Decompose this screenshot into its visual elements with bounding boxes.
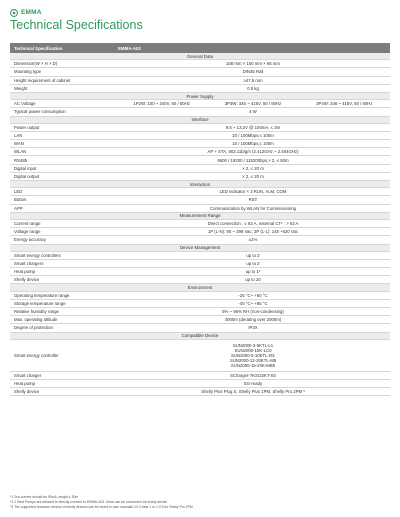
table-row <box>10 68 390 76</box>
section-title: Measurement Range <box>10 213 390 220</box>
spec-value: 3P3W: 346 ~ 415V, 50 / 60Hz <box>224 101 282 107</box>
spec-label: Height requirement of cabinet <box>14 77 71 83</box>
spec-label: Shelly device <box>14 277 40 283</box>
table-row <box>10 300 390 308</box>
spec-label: AC Voltage <box>14 101 36 107</box>
table-row <box>10 148 390 156</box>
spec-label: Smart charger <box>14 372 42 378</box>
spec-value: 1P2W: 100 ~ 240V, 50 / 60Hz <box>133 101 190 107</box>
table-row <box>10 108 390 116</box>
spec-value: 5% ~ 95% RH (non-condensing) <box>222 309 284 315</box>
table-row <box>10 124 390 132</box>
spec-label: Degree of protection <box>14 325 53 331</box>
spec-value: 9600 / 19200 / 115200bps,× 2, ≤ 50m <box>217 157 289 163</box>
spec-value: up to 3 <box>246 252 260 258</box>
document-header <box>10 8 390 33</box>
table-row <box>10 252 390 260</box>
spec-value: Direct connection : ≤ 63 A, external CT¹ : > 63 A <box>207 221 299 227</box>
spec-value: DIN35 Rail <box>242 69 264 75</box>
table-row <box>10 380 390 388</box>
spec-label: APP <box>14 205 23 211</box>
spec-label: Heat pump <box>14 269 36 275</box>
spec-label: Shelly device <box>14 389 40 395</box>
table-row <box>10 60 390 68</box>
spec-label: Digital input <box>14 165 37 171</box>
spec-label: Weight <box>14 85 28 91</box>
footnote: *3 The supported firmware version of shelly devices can be found in user manual0.10.2 beta 1 or 1.0.3 for Shelly Pro 2PM <box>10 505 193 509</box>
spec-label: Voltage range <box>14 229 41 235</box>
spec-label: Smart chargers <box>14 260 44 266</box>
spec-label: WLAN <box>14 149 27 155</box>
spec-value: up to 1² <box>245 269 261 275</box>
footnote: *1 2nd current should be 50mA, length ≤ 30m <box>10 495 79 499</box>
table-row <box>10 372 390 380</box>
table-row <box>10 260 390 268</box>
spec-label: Typical power consumption <box>14 109 66 115</box>
spec-value: -25 °C~ +60 °C <box>238 292 268 298</box>
spec-label: Relative humidity range <box>14 309 59 315</box>
spec-value: AP + STA, 802.11b/g/n (2.412GHz ~ 2.484GHz) <box>207 149 299 155</box>
spec-value: LED indicator × 3 RUN, ALM, COM <box>219 189 287 195</box>
page-title: Technical Specifications <box>10 18 143 32</box>
table-row <box>10 205 390 213</box>
table-row <box>10 276 390 284</box>
spec-value: IP2X <box>248 325 258 331</box>
spec-label: Power output <box>14 124 40 130</box>
table-row <box>10 140 390 148</box>
table-row <box>10 340 390 372</box>
footnotes <box>10 495 390 510</box>
table-row <box>10 100 390 108</box>
table-row <box>10 388 390 396</box>
spec-label: Dimension(W × H × D) <box>14 61 58 67</box>
spec-value: 4 W <box>249 109 257 115</box>
table-row <box>10 268 390 276</box>
section-title: Device Management <box>10 245 390 252</box>
spec-value: 9.5 ~ 13.2V @ 100mA, ≤ 3m <box>225 124 281 130</box>
table-row <box>10 188 390 196</box>
spec-values <box>116 101 390 106</box>
table-row <box>10 85 390 93</box>
spec-value: × 2, ≤ 20 m <box>242 165 264 171</box>
spec-label: RS485 <box>14 157 28 163</box>
table-row <box>10 324 390 332</box>
table-row <box>10 236 390 244</box>
section-title: Power Supply <box>10 93 390 100</box>
section-title: General Data <box>10 53 390 60</box>
table-row <box>10 196 390 204</box>
spec-label: Digital output <box>14 173 40 179</box>
footnote: *2 1 Heat Pumps are allowed to directly connect to EMMA-A02. More can be connected via shelly device <box>10 500 168 504</box>
table-header <box>10 43 390 53</box>
spec-value: ±1% <box>248 237 258 243</box>
header-model: EMMA-A02 <box>118 45 141 51</box>
spec-table <box>10 43 390 396</box>
spec-value: SG-ready <box>243 381 263 387</box>
table-row <box>10 165 390 173</box>
spec-value: × 2, ≤ 20 m <box>242 173 264 179</box>
table-row <box>10 316 390 324</box>
emma-logo-icon <box>10 9 18 17</box>
spec-value: ≥47.5 mm <box>243 77 263 83</box>
spec-label: Heat pump <box>14 381 36 387</box>
table-row <box>10 292 390 300</box>
brand-name: EMMA <box>21 9 42 16</box>
spec-value-line: SUN2000-3-5KTL-L1 <box>232 342 274 348</box>
spec-label: Storage temperature range <box>14 300 66 306</box>
spec-value: 1P (L-N): 85 ~ 299 Vac; 3P (L-L): 148 ~520 Vac <box>207 229 299 235</box>
spec-value: SCharger-7KS/22KT-S0 <box>230 372 276 378</box>
spec-label: Operating temperature range <box>14 292 70 298</box>
spec-value: RST <box>248 197 258 203</box>
spec-value: -40 °C~ +85 °C <box>238 300 268 306</box>
table-row <box>10 156 390 164</box>
section-title: Environment <box>10 284 390 291</box>
table-row <box>10 132 390 140</box>
spec-value: up to 20 <box>245 277 261 283</box>
header-spec-label: Technical Specification <box>14 45 63 51</box>
spec-value: 108 mm × 100 mm × 65 mm <box>226 61 280 67</box>
brand <box>10 8 390 17</box>
spec-label: Mounting type <box>14 69 41 75</box>
spec-label: LAN <box>14 132 23 138</box>
spec-value: 4000m (derating over 2000m) <box>224 317 282 323</box>
spec-label: WAN <box>14 141 24 147</box>
spec-value: up to 2 <box>246 260 260 266</box>
spec-value: 3P4W: 346 ~ 415V, 50 / 60Hz <box>316 101 373 107</box>
spec-label: Smart energy controller <box>14 352 59 358</box>
spec-value: Shelly Plus Plug S, Shelly Plus 1PM, Shelly Pro 2PM ³ <box>201 389 305 395</box>
table-row <box>10 220 390 228</box>
spec-value: 10 / 100Mbps,≤ 100m <box>232 141 274 147</box>
table-row <box>10 228 390 236</box>
spec-value: Communication by WLAN for Commissioning <box>210 205 296 211</box>
spec-value-line: SUN2000-15-20K-MB0 <box>230 362 276 368</box>
spec-value-line: SUN2000-5-10KTL-M1 <box>231 352 275 358</box>
spec-label: Current range <box>14 221 41 227</box>
spec-value: 0.5 kg <box>247 85 259 91</box>
section-title: Compatible Device <box>10 333 390 340</box>
spec-value-list <box>116 343 390 368</box>
spec-label: Max. operating altitude <box>14 317 58 323</box>
section-title: Interaction <box>10 181 390 188</box>
spec-value-line: SUN2000-10K-LC0 <box>234 347 272 353</box>
table-row <box>10 77 390 85</box>
spec-label: Energy accuracy <box>14 237 47 243</box>
spec-value-line: SUN2000-12-20KTL-M5 <box>229 357 277 363</box>
spec-label: Smart energy controllers <box>14 252 61 258</box>
spec-value: 10 / 100Mbps,≤ 100m <box>232 132 274 138</box>
table-row <box>10 308 390 316</box>
spec-label: Button <box>14 197 27 203</box>
section-title: Interface <box>10 117 390 124</box>
spec-label: LED <box>14 189 23 195</box>
table-row <box>10 173 390 181</box>
